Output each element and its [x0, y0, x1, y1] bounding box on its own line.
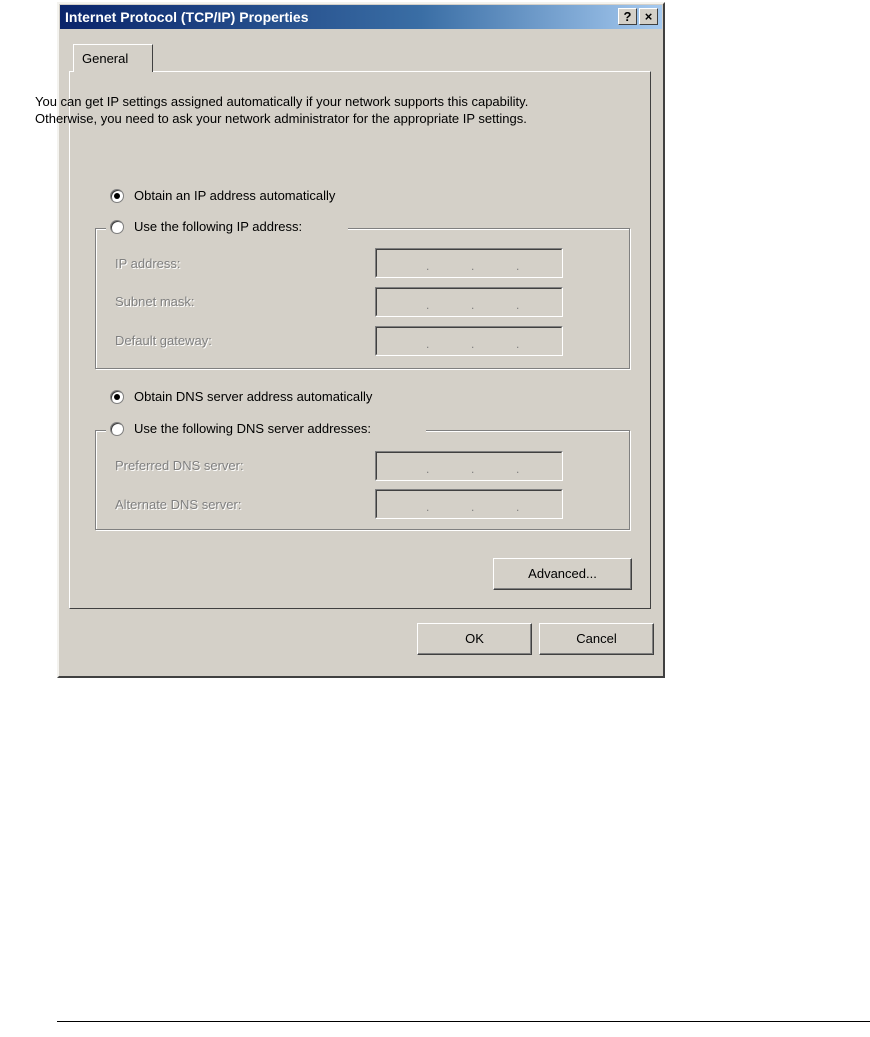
preferred-dns-field: . . .	[375, 451, 563, 481]
advanced-button[interactable]: Advanced...	[493, 558, 632, 590]
page-rule	[57, 1021, 870, 1022]
subnet-mask-label: Subnet mask:	[115, 294, 195, 309]
ok-button[interactable]: OK	[417, 623, 532, 655]
default-gateway-label: Default gateway:	[115, 333, 212, 348]
window-title: Internet Protocol (TCP/IP) Properties	[65, 9, 309, 25]
help-button[interactable]: ?	[618, 8, 637, 25]
alternate-dns-field: . . .	[375, 489, 563, 519]
cancel-button[interactable]: Cancel	[539, 623, 654, 655]
use-following-ip-label[interactable]: Use the following IP address:	[134, 219, 303, 234]
tab-general[interactable]	[73, 44, 153, 72]
default-gateway-field: . . .	[375, 326, 563, 356]
preferred-dns-label: Preferred DNS server:	[115, 458, 244, 473]
description-text: You can get IP settings assigned automatically if your network supports this capability. Otherwise, you need to ask your network administrator for the appropriate IP settings.	[35, 94, 529, 126]
tab-general-label: General	[82, 51, 129, 66]
use-following-ip-radio[interactable]	[110, 220, 124, 234]
obtain-dns-auto-radio[interactable]	[110, 390, 124, 404]
alternate-dns-label: Alternate DNS server:	[115, 497, 242, 512]
obtain-ip-auto-radio[interactable]	[110, 189, 124, 203]
obtain-dns-auto-label[interactable]: Obtain DNS server address automatically	[134, 389, 373, 404]
ip-address-label: IP address:	[115, 256, 181, 271]
use-following-dns-label[interactable]: Use the following DNS server addresses:	[134, 421, 371, 436]
obtain-ip-auto-label[interactable]: Obtain an IP address automatically	[134, 188, 336, 203]
ip-address-field: . . .	[375, 248, 563, 278]
close-button[interactable]: ×	[639, 8, 658, 25]
use-following-dns-radio[interactable]	[110, 422, 124, 436]
subnet-mask-field: . . .	[375, 287, 563, 317]
